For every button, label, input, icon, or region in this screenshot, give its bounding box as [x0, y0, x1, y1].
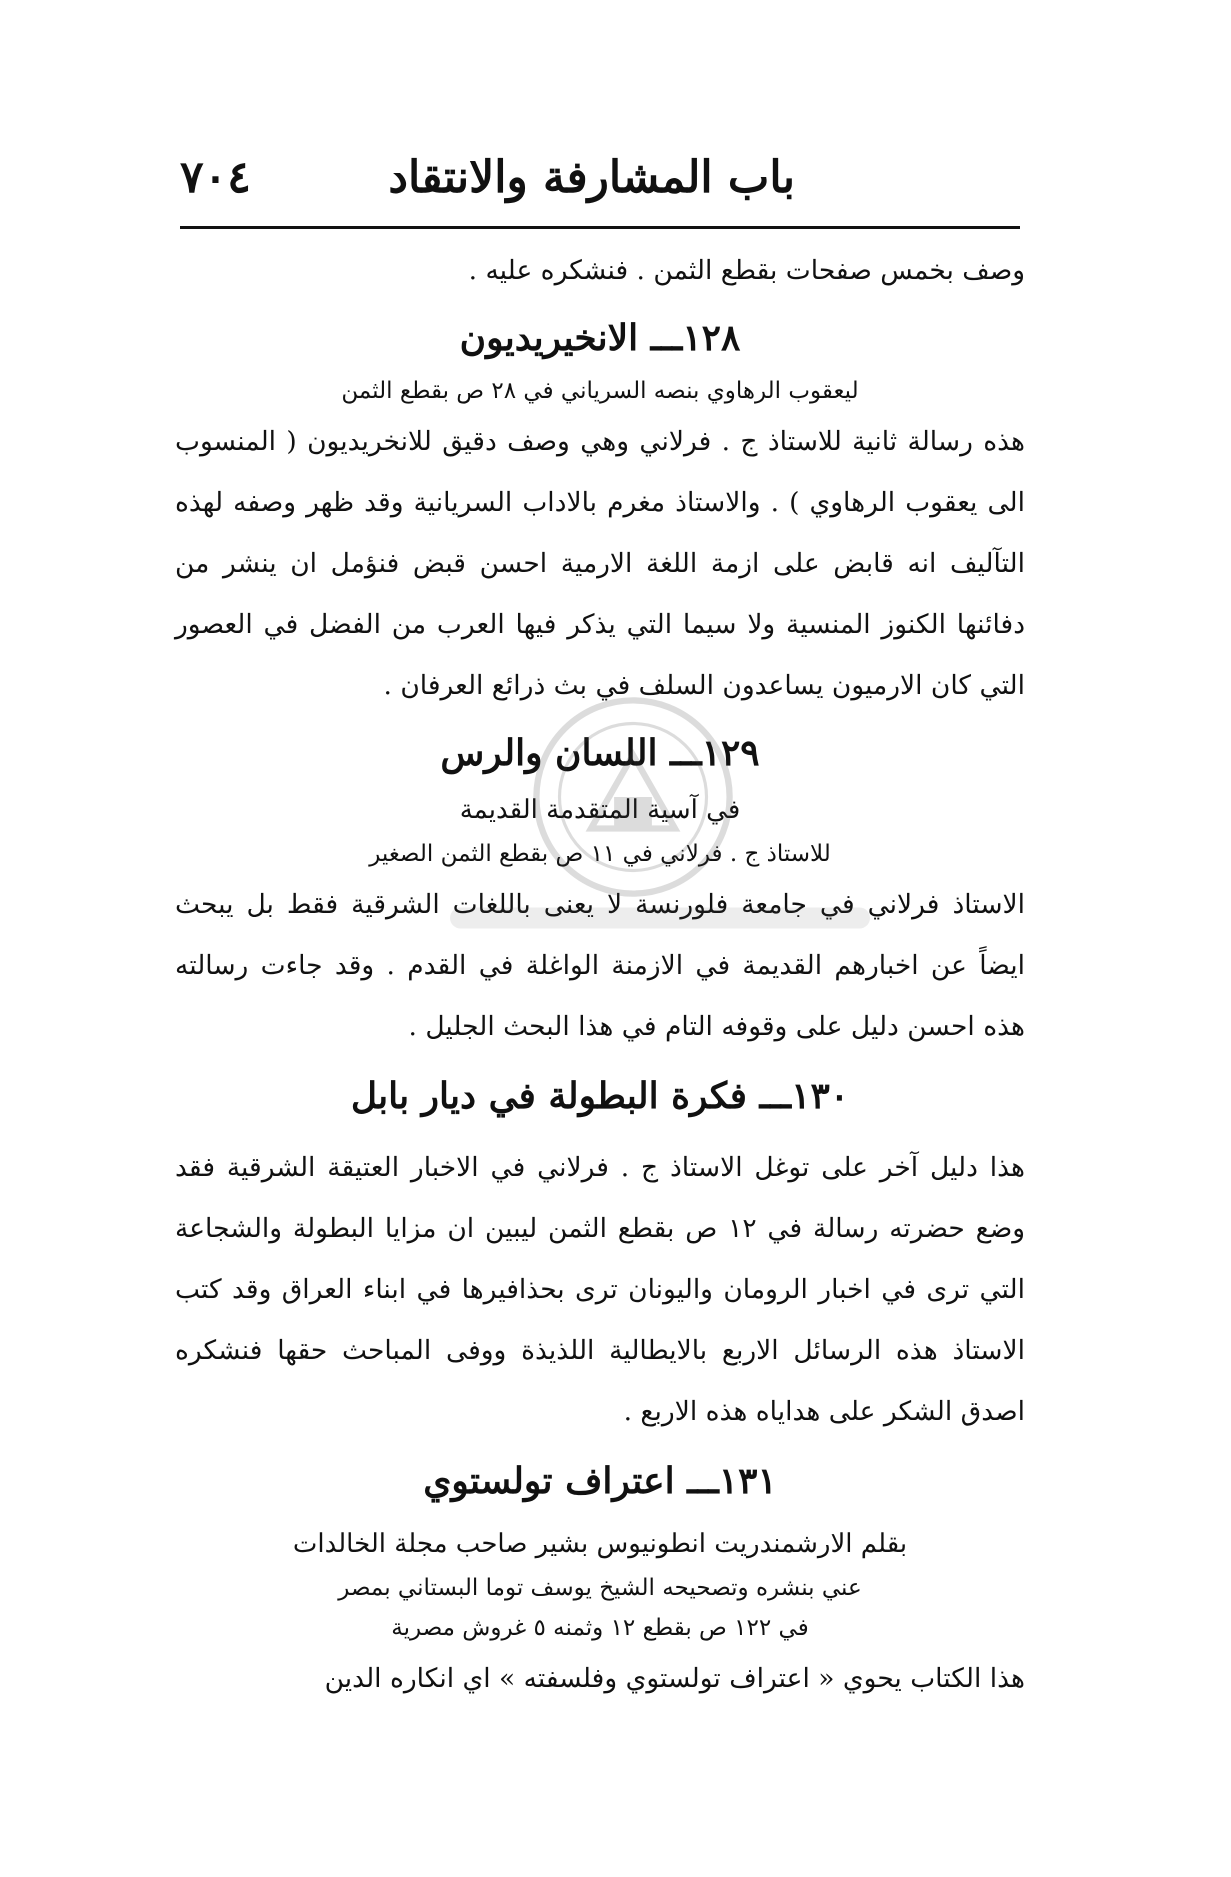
- section-subtitle-2: في ١٢٢ ص بقطع ١٢ وثمنه ٥ غروش مصرية: [391, 1615, 809, 1641]
- section-130: [175, 1063, 1025, 1442]
- section-body: الاستاذ فرلاني في جامعة فلورنسة لا يعنى باللغات الشرقية فقط بل يبحث ايضاً عن اخبارهم القديمة في الازمنة الواغلة في القدم . وقد جاءت رسالته هذه احسن دليل على وقوفه التام في هذا البحث الجليل .: [175, 889, 1025, 1042]
- section-body: هذه رسالة ثانية للاستاذ ج . فرلاني وهي وصف دقيق للانخريديون ( المنسوب الى يعقوب الرهاوي ) . والاستاذ مغرم بالاداب السريانية وقد ظهر وصفه لهذه التآليف انه قابض على ازمة اللغة الارمية احسن قبض فنؤمل ان ينشر من دفائنها الكنوز المنسية ولا سيما التي يذكر فيها العرب من الفضل في العصور التي كان الارميون يساعدون السلف في بث ذرائع العرفان .: [175, 426, 1025, 701]
- section-heading: ١٢٩ـــ اللسان والرس: [440, 732, 760, 774]
- section-heading: ١٣٠ـــ فكرة البطولة في ديار بابل: [350, 1075, 850, 1117]
- section-body: هذا دليل آخر على توغل الاستاذ ج . فرلاني في الاخبار العتيقة الشرقية فقد وضع حضرته رسالة في ١٢ ص بقطع الثمن ليبين ان مزايا البطولة والشجاعة التي ترى في اخبار الرومان واليونان ترى بحذافيرها في ابناء العراق وقد كتب الاستاذ هذه الرسائل الاربع بالايطالية اللذيذة ووفى المباحث حقها فنشكره اصدق الشكر على هداياه هذه الاربع .: [175, 1152, 1025, 1427]
- section-subtitle: للاستاذ ج . فرلاني في ١١ ص بقطع الثمن الصغير: [369, 841, 831, 867]
- running-title: باب المشارفة والانتقاد: [388, 152, 795, 203]
- section-heading: ١٢٨ـــ الانخيريديون: [459, 317, 741, 359]
- intro-line: وصف بخمس صفحات بقطع الثمن . فنشكره عليه .: [468, 255, 1025, 286]
- section-heading: ١٣١ـــ اعتراف تولستوي: [423, 1460, 777, 1502]
- page-body: [175, 240, 1025, 1709]
- header-rule: [180, 226, 1020, 229]
- page-header: [180, 148, 1020, 218]
- section-subtitle: ليعقوب الرهاوي بنصه السرياني في ٢٨ ص بقطع الثمن: [341, 378, 859, 404]
- section-subheading: في آسية المتقدمة القديمة: [459, 795, 741, 825]
- section-author: بقلم الارشمندريت انطونيوس بشير صاحب مجلة الخالدات: [292, 1529, 908, 1559]
- section-128: [175, 305, 1025, 716]
- section-129: [175, 720, 1025, 1057]
- section-subtitle: عني بنشره وتصحيحه الشيخ يوسف توما البستاني بمصر: [338, 1575, 862, 1601]
- section-body: هذا الكتاب يحوي « اعتراف تولستوي وفلسفته » اي انكاره الدين: [324, 1663, 1025, 1694]
- page-number: ٧٠٤: [180, 152, 251, 203]
- section-131: [175, 1448, 1025, 1709]
